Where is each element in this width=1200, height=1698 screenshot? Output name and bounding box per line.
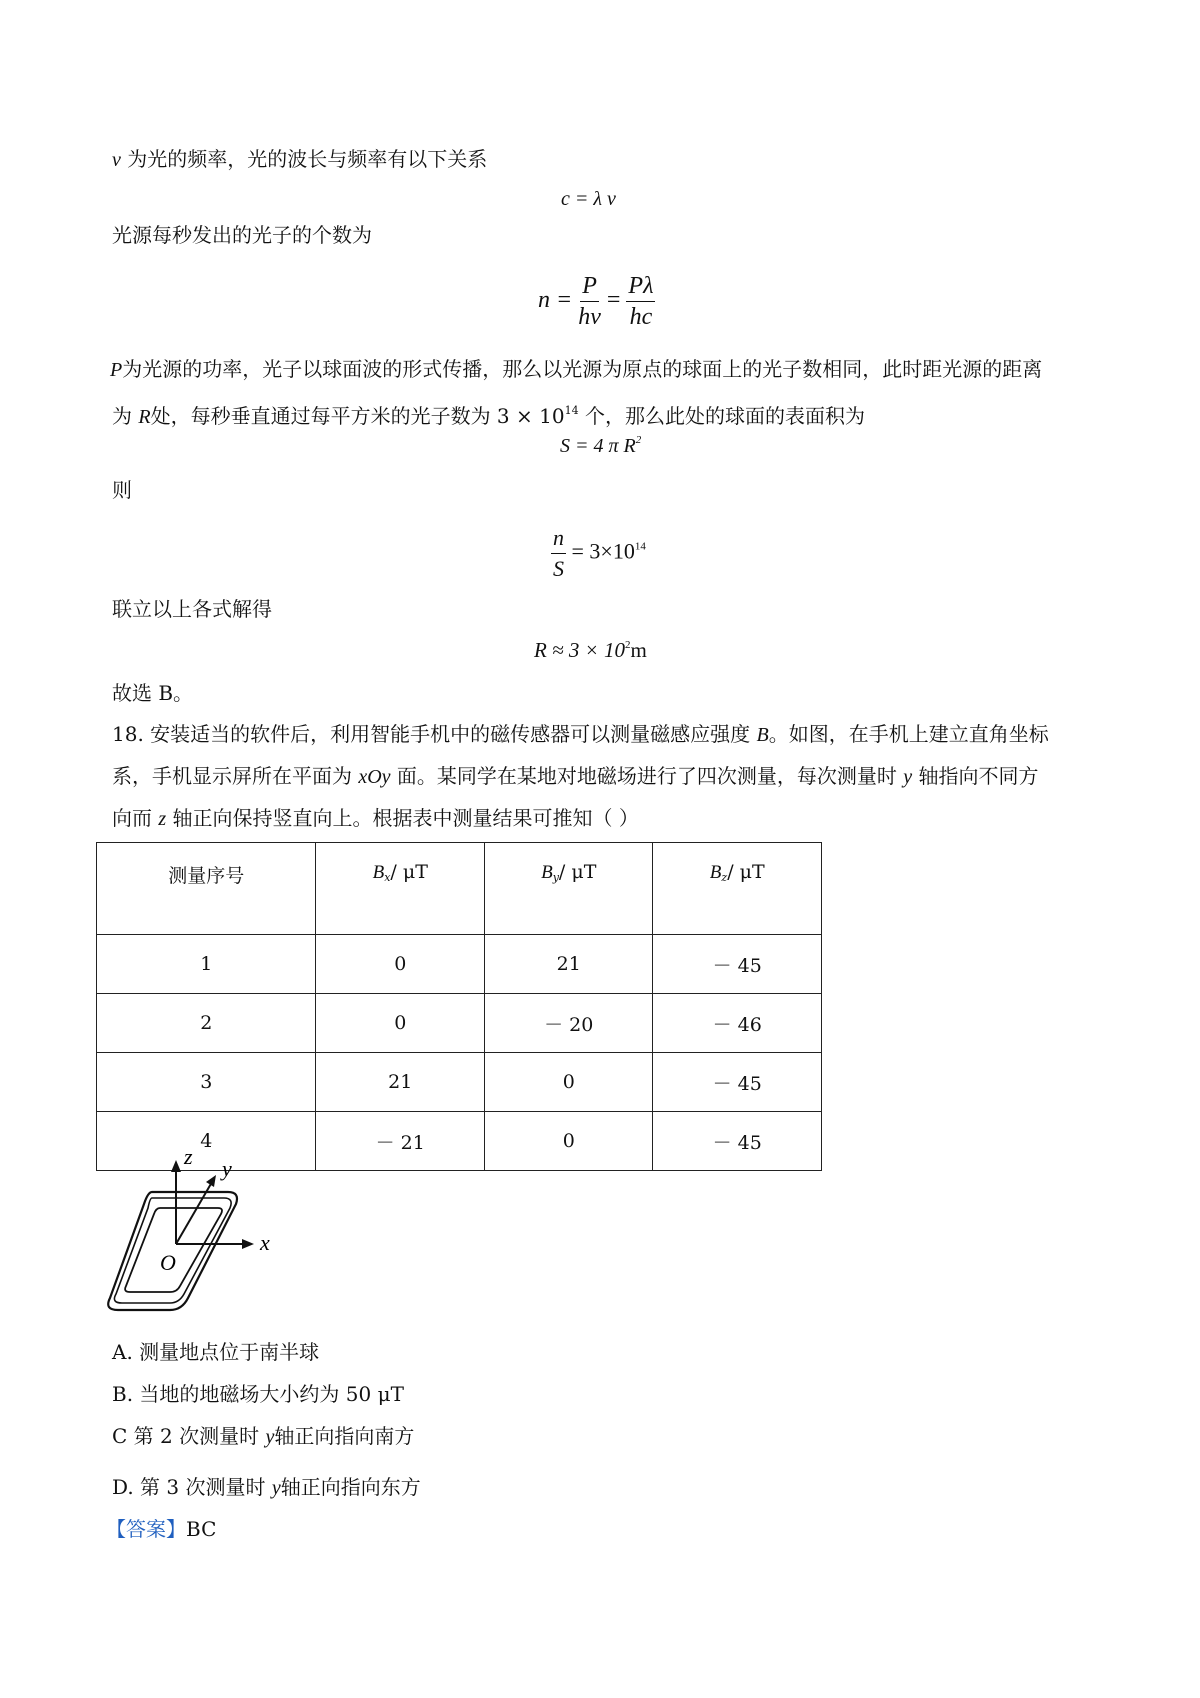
exponent-14: 14 — [634, 540, 646, 553]
answer-value: BC — [186, 1517, 217, 1541]
q18-text: 。如图，在手机上建立直角坐标 — [768, 722, 1049, 746]
exponent-2: 2 — [635, 434, 642, 446]
phone-axes-figure — [100, 1148, 290, 1318]
option-b: B. 当地的地磁场大小约为 50 μT — [112, 1382, 404, 1406]
z-axis-arrowhead — [171, 1160, 181, 1172]
fraction-denominator: S — [553, 556, 564, 581]
y-symbol: y — [271, 1477, 281, 1499]
table-cell: 2 — [97, 994, 316, 1053]
x-axis-arrowhead — [242, 1239, 254, 1249]
fraction-plambda-over-hc — [626, 272, 655, 331]
b-symbol: B — [756, 724, 769, 746]
option-d-text: 轴正向指向东方 — [280, 1475, 421, 1499]
nu-description-line — [112, 146, 487, 173]
option-c — [112, 1423, 414, 1450]
table-cell: 0 — [484, 1112, 653, 1171]
table-row — [97, 1053, 822, 1112]
table-cell: 0 — [484, 1053, 653, 1112]
fraction-numerator: n — [551, 524, 566, 554]
subscript-y: y — [552, 871, 559, 884]
table-cell: 3 — [97, 1053, 316, 1112]
table-header-row — [97, 843, 822, 935]
answer-label: 【答案】 — [106, 1517, 186, 1541]
combine-line: 联立以上各式解得 — [112, 597, 272, 621]
table-cell: 0 — [316, 994, 485, 1053]
z-axis-label: z — [184, 1148, 193, 1169]
question-18-line-3 — [112, 805, 639, 832]
fraction-denominator: hν — [578, 304, 601, 330]
xoy-symbol: xOy — [358, 766, 391, 788]
fraction-p-over-hnu — [578, 272, 601, 331]
equals-sign: = — [606, 287, 621, 314]
surface-area-text: 个，那么此处的球面的表面积为 — [584, 404, 865, 428]
q18-text: 轴正向保持竖直向上。根据表中测量结果可推知（ ） — [172, 806, 639, 830]
p-symbol: P — [110, 359, 123, 381]
y-axis-label: y — [222, 1156, 232, 1181]
option-d — [112, 1474, 421, 1501]
unit-ut: / μT — [727, 861, 765, 883]
r-result-text: R ≈ 3 × 10 — [534, 638, 626, 662]
option-d-text: D. 第 3 次测量时 — [112, 1475, 266, 1499]
answer-line — [106, 1516, 216, 1542]
table-cell: 1 — [97, 935, 316, 994]
equation-c-lambda-nu: c = λ ν — [561, 188, 616, 210]
text-wei: 为 — [112, 404, 132, 428]
b-symbol: B — [541, 862, 553, 883]
exponent-2: 2 — [625, 639, 631, 651]
unit-ut: / μT — [558, 861, 597, 883]
equation-n-over-s — [551, 524, 646, 583]
x-axis-label: x — [260, 1230, 270, 1255]
equation-photon-count — [538, 272, 655, 331]
photon-rate-line: 光源每秒发出的光子的个数为 — [112, 223, 372, 247]
q18-text: 轴指向不同方 — [918, 764, 1039, 788]
table-cell: － 20 — [484, 994, 653, 1053]
question-18-line-1 — [112, 721, 1049, 748]
table-cell: 21 — [484, 935, 653, 994]
then-line: 则 — [112, 478, 132, 502]
fraction-numerator: P — [580, 272, 599, 302]
table-cell: － 45 — [653, 1112, 822, 1171]
unit-ut: / μT — [390, 861, 428, 883]
fraction-numerator: Pλ — [626, 272, 655, 302]
measurement-table — [96, 842, 822, 1171]
photon-flux-text: 处，每秒垂直通过每平方米的光子数为 3 × 10 — [150, 404, 565, 428]
equation-r-result — [534, 638, 647, 663]
y-symbol: y — [265, 1426, 275, 1448]
b-symbol: B — [709, 862, 722, 883]
nu-description-text: 为光的频率，光的波长与频率有以下关系 — [127, 147, 488, 171]
q18-text: 向而 — [112, 806, 152, 830]
table-cell: － 46 — [653, 994, 822, 1053]
table-cell: － 45 — [653, 935, 822, 994]
option-c-text: 轴正向指向南方 — [274, 1424, 415, 1448]
equation-surface-area — [560, 434, 641, 458]
q18-text: 系，手机显示屏所在平面为 — [112, 764, 352, 788]
table-cell: － 45 — [653, 1053, 822, 1112]
option-c-text: C 第 2 次测量时 — [112, 1424, 260, 1448]
y-symbol: y — [903, 766, 913, 788]
table-cell: 0 — [316, 935, 485, 994]
b-symbol: B — [372, 862, 385, 883]
exponent-14: 14 — [564, 404, 579, 417]
fraction-n-over-s — [551, 524, 566, 583]
ns-rhs: = 3×10 — [571, 538, 635, 564]
table-cell: 4 — [97, 1112, 316, 1171]
unit-meter: m — [630, 638, 647, 662]
n-lhs: n = — [538, 287, 573, 314]
subscript-z: z — [721, 871, 728, 884]
q18-text: 面。某同学在某地对地磁场进行了四次测量，每次测量时 — [396, 764, 897, 788]
power-description-line-1 — [110, 356, 1042, 383]
question-18-line-2 — [112, 763, 1039, 790]
power-description-text: 为光源的功率，光子以球面波的形式传播，那么以光源为原点的球面上的光子数相同，此时距光源的距离 — [122, 357, 1043, 381]
header-bz — [653, 843, 822, 935]
r-symbol: R — [138, 406, 151, 428]
table-cell: － 21 — [316, 1112, 485, 1171]
fraction-denominator: hc — [629, 304, 653, 330]
choose-b-line: 故选 B。 — [112, 681, 194, 705]
q18-text: 18. 安装适当的软件后，利用智能手机中的磁传感器可以测量磁感应强度 — [112, 722, 751, 746]
nu-symbol: ν — [112, 149, 121, 171]
table-row — [97, 994, 822, 1053]
power-description-line-2 — [112, 398, 865, 430]
origin-label: O — [160, 1250, 176, 1275]
option-a: A. 测量地点位于南半球 — [112, 1340, 320, 1364]
table-cell: 21 — [316, 1053, 485, 1112]
header-bx — [316, 843, 485, 935]
subscript-x: x — [384, 871, 391, 884]
z-symbol: z — [158, 808, 167, 830]
header-measurement-number: 测量序号 — [97, 843, 316, 935]
table-row — [97, 935, 822, 994]
header-by — [484, 843, 653, 935]
s-equation-text: S = 4 π R — [560, 435, 636, 457]
